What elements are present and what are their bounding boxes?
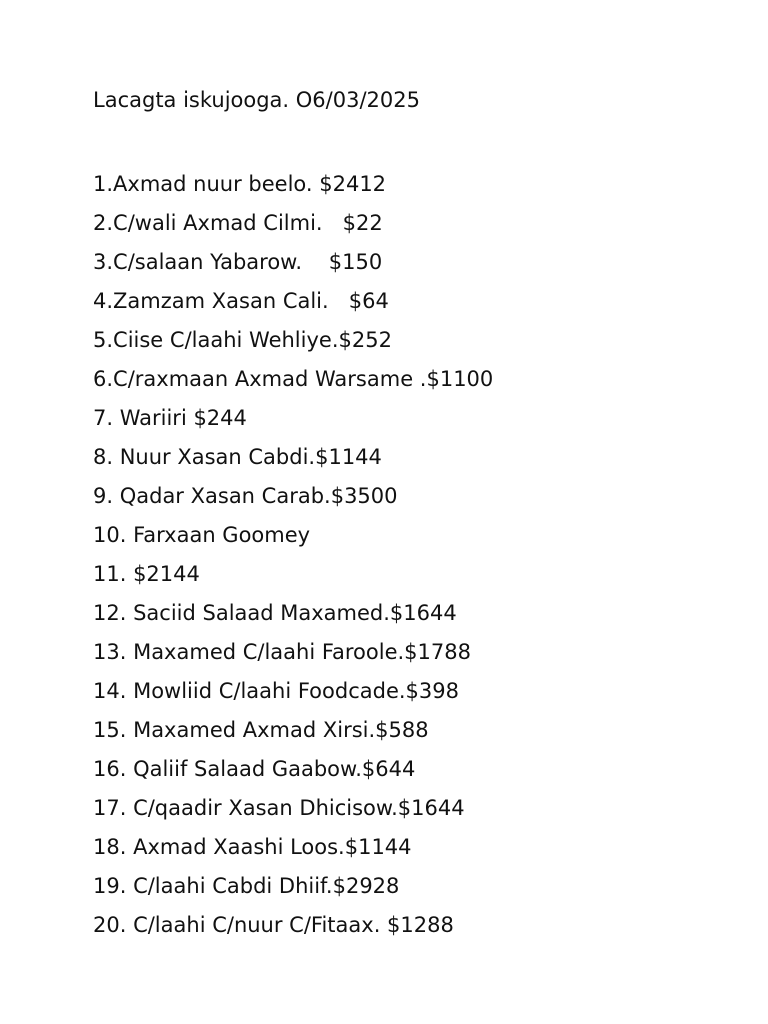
list-item: 8. Nuur Xasan Cabdi.$1144 — [93, 445, 382, 469]
list-item: 4.Zamzam Xasan Cali. $64 — [93, 289, 389, 313]
document-title: Lacagta iskujooga. O6/03/2025 — [93, 88, 420, 112]
list-item: 15. Maxamed Axmad Xirsi.$588 — [93, 718, 429, 742]
list-item: 20. C/laahi C/nuur C/Fitaax. $1288 — [93, 913, 454, 937]
list-item: 12. Saciid Salaad Maxamed.$1644 — [93, 601, 457, 625]
list-item: 18. Axmad Xaashi Loos.$1144 — [93, 835, 412, 859]
list-item: 5.Ciise C/laahi Wehliye.$252 — [93, 328, 392, 352]
list-item: 1.Axmad nuur beelo. $2412 — [93, 172, 387, 196]
list-item: 2.C/wali Axmad Cilmi. $22 — [93, 211, 383, 235]
list-item: 6.C/raxmaan Axmad Warsame .$1100 — [93, 367, 494, 391]
payment-list — [93, 165, 733, 945]
list-item: 17. C/qaadir Xasan Dhicisow.$1644 — [93, 796, 465, 820]
list-item: 10. Farxaan Goomey — [93, 523, 311, 547]
list-item: 7. Wariiri $244 — [93, 406, 247, 430]
list-item: 9. Qadar Xasan Carab.$3500 — [93, 484, 398, 508]
document-page — [93, 86, 733, 945]
list-item: 16. Qaliif Salaad Gaabow.$644 — [93, 757, 416, 781]
list-item: 14. Mowliid C/laahi Foodcade.$398 — [93, 679, 459, 703]
list-item: 3.C/salaan Yabarow. $150 — [93, 250, 383, 274]
list-item: 13. Maxamed C/laahi Faroole.$1788 — [93, 640, 471, 664]
list-item: 11. $2144 — [93, 562, 200, 586]
list-item: 19. C/laahi Cabdi Dhiif.$2928 — [93, 874, 400, 898]
